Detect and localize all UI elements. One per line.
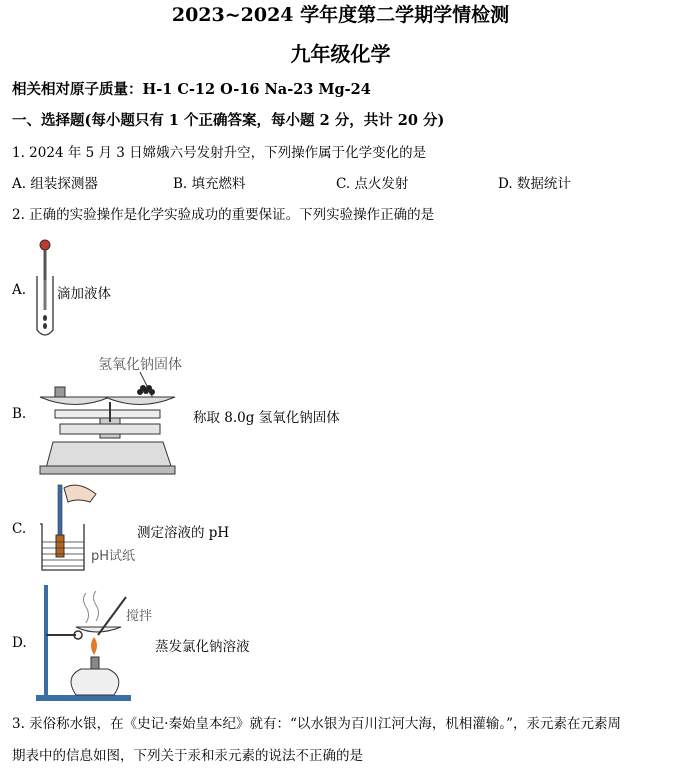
q2-option-a-text: 滴加液体	[57, 286, 111, 302]
q1-option-c: C. 点火发射	[336, 176, 409, 192]
balance-scale-figure	[35, 372, 180, 477]
q2-option-a-letter: A.	[12, 282, 27, 298]
q1-option-a: A. 组装探测器	[12, 176, 98, 192]
q1-option-d: D. 数据统计	[498, 176, 571, 192]
q2-option-b-letter: B.	[12, 406, 27, 422]
exam-subject: 九年级化学	[290, 42, 391, 66]
dropper-in-tube-figure	[30, 238, 60, 342]
q2-option-c-figure-label: pH试纸	[91, 549, 136, 564]
q2-option-c-text: 测定溶液的 pH	[137, 525, 230, 541]
q2-option-d-letter: D.	[12, 635, 27, 651]
exam-title: 2023~2024 学年度第二学期学情检测	[171, 4, 510, 26]
evaporation-setup-figure	[36, 585, 141, 703]
q2-option-b-text: 称取 8.0g 氢氧化钠固体	[193, 410, 340, 426]
q1-option-b: B. 填充燃料	[173, 176, 246, 192]
atomic-masses: 相关相对原子质量：H-1 C-12 O-16 Na-23 Mg-24	[12, 81, 371, 98]
q2-option-d-figure-label: 搅拌	[126, 609, 153, 624]
q3-stem-line2: 期表中的信息如图，下列关于汞和汞元素的说法不正确的是	[12, 748, 363, 764]
q2-stem: 2. 正确的实验操作是化学实验成功的重要保证。下列实验操作正确的是	[12, 207, 435, 223]
q2-option-d-text: 蒸发氯化钠溶液	[155, 639, 250, 655]
q2-option-b-figure-label: 氢氧化钠固体	[98, 357, 182, 373]
section-heading: 一、选择题(每小题只有 1 个正确答案，每小题 2 分，共计 20 分)	[12, 112, 445, 129]
q3-stem-line1: 3. 汞俗称水银，在《史记·秦始皇本纪》就有：“以水银为百川江河大海，机相灌输。”，汞元素在元素周	[12, 716, 622, 732]
q2-option-c-letter: C.	[12, 521, 27, 537]
q1-stem: 1. 2024 年 5 月 3 日嫦娥六号发射升空，下列操作属于化学变化的是	[12, 145, 427, 161]
